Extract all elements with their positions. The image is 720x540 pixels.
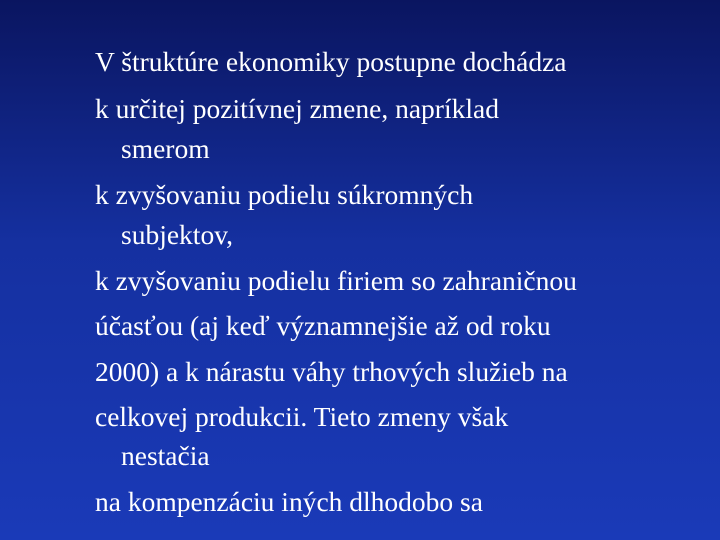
text-line: V štruktúre ekonomiky postupne dochádza	[95, 46, 567, 77]
text-line: k určitej pozitívnej zmene, napríklad	[95, 93, 499, 124]
text-line: na kompenzáciu iných dlhodobo sa	[95, 486, 483, 517]
text-line: 2000) a k nárastu váhy trhových služieb na	[95, 356, 568, 387]
text-line: k zvyšovaniu podielu súkromných	[95, 179, 474, 210]
text-line: celkovej produkcii. Tieto zmeny však	[95, 401, 509, 432]
text-line: smerom	[121, 133, 210, 164]
text-line: subjektov,	[121, 219, 234, 250]
text-line: k zvyšovaniu podielu firiem so zahraničnou	[95, 265, 577, 296]
text-line: nestačia	[121, 440, 210, 471]
text-line: účasťou (aj keď významnejšie až od roku	[95, 310, 551, 341]
